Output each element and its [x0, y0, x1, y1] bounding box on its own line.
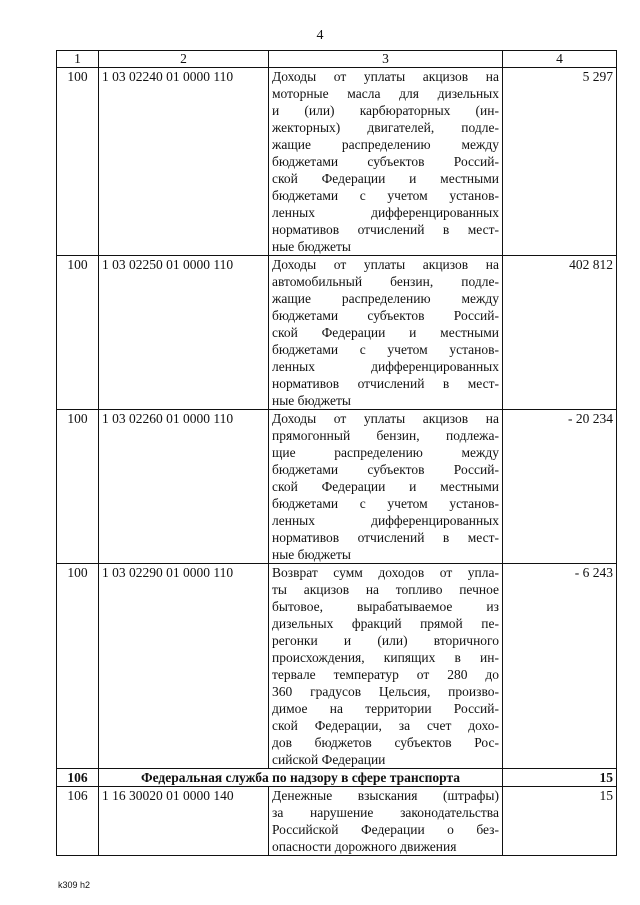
section-title: Федеральная служба по надзору в сфере транспорта: [99, 769, 503, 787]
description-line: регонки и (или) вторичного: [272, 633, 499, 648]
revenue-description: [269, 564, 503, 769]
table-row: [57, 256, 617, 410]
description-line: бытовое, вырабатываемое из: [272, 599, 499, 614]
description-line: происхождения, кипящих в ин-: [272, 650, 499, 665]
column-header-1: 1: [57, 51, 99, 68]
description-line: 360 градусов Цельсия, произво-: [272, 684, 499, 699]
table-row: [57, 410, 617, 564]
column-header-3: 3: [269, 51, 503, 68]
revenue-description: [269, 256, 503, 410]
description-line: ленных дифференцированных: [272, 513, 499, 528]
revenue-table: [56, 50, 617, 856]
description-line: бюджетами субъектов Россий-: [272, 154, 499, 169]
administrator-code: 100: [57, 68, 99, 256]
description-line: ской Федерации и местными: [272, 479, 499, 494]
revenue-description: [269, 787, 503, 856]
description-line: ные бюджеты: [272, 239, 351, 254]
administrator-code: 100: [57, 410, 99, 564]
description-line: ской Федерации, за счет дохо-: [272, 718, 499, 733]
description-line: и (или) карбюраторных (ин-: [272, 103, 499, 118]
description-line: Возврат сумм доходов от упла-: [272, 565, 499, 580]
description-line: тервале температур от 280 до: [272, 667, 499, 682]
description-line: сийской Федерации: [272, 752, 386, 767]
description-line: нормативов отчислений в мест-: [272, 530, 499, 545]
description-line: димое на территории Россий-: [272, 701, 499, 716]
description-line: дизельных фракций прямой пе-: [272, 616, 499, 631]
description-line: жащие распределению между: [272, 137, 499, 152]
amount-value: 15: [503, 787, 617, 856]
description-line: прямогонный бензин, подлежа-: [272, 428, 499, 443]
budget-classification-code: 1 03 02240 01 0000 110: [99, 68, 269, 256]
description-line: бюджетами субъектов Россий-: [272, 308, 499, 323]
description-line: ской Федерации и местными: [272, 171, 499, 186]
section-amount: 15: [503, 769, 617, 787]
amount-value: - 20 234: [503, 410, 617, 564]
description-line: жекторных) двигателей, подле-: [272, 120, 499, 135]
footer-code: k309 h2: [58, 880, 91, 890]
administrator-code: 100: [57, 256, 99, 410]
description-line: Российской Федерации о без-: [272, 822, 499, 837]
description-line: бюджетами с учетом установ-: [272, 342, 499, 357]
column-header-4: 4: [503, 51, 617, 68]
description-line: опасности дорожного движения: [272, 839, 457, 854]
revenue-description: [269, 68, 503, 256]
description-line: бюджетами субъектов Россий-: [272, 462, 499, 477]
description-line: ской Федерации и местными: [272, 325, 499, 340]
description-line: нормативов отчислений в мест-: [272, 222, 499, 237]
description-line: нормативов отчислений в мест-: [272, 376, 499, 391]
amount-value: 402 812: [503, 256, 617, 410]
description-line: жащие распределению между: [272, 291, 499, 306]
description-line: бюджетами с учетом установ-: [272, 496, 499, 511]
section-row: [57, 769, 617, 787]
description-line: ленных дифференцированных: [272, 205, 499, 220]
page-number: 4: [316, 28, 324, 43]
administrator-code: 106: [57, 787, 99, 856]
table-row: [57, 68, 617, 256]
administrator-code: 100: [57, 564, 99, 769]
description-line: Денежные взыскания (штрафы): [272, 788, 499, 803]
budget-classification-code: 1 03 02290 01 0000 110: [99, 564, 269, 769]
budget-classification-code: 1 03 02260 01 0000 110: [99, 410, 269, 564]
description-line: автомобильный бензин, подле-: [272, 274, 499, 289]
description-line: ленных дифференцированных: [272, 359, 499, 374]
description-line: щие распределению между: [272, 445, 499, 460]
description-line: Доходы от уплаты акцизов на: [272, 411, 499, 426]
description-line: ные бюджеты: [272, 393, 351, 408]
table-header-row: [57, 51, 617, 68]
column-header-2: 2: [99, 51, 269, 68]
budget-classification-code: 1 16 30020 01 0000 140: [99, 787, 269, 856]
section-administrator-code: 106: [57, 769, 99, 787]
description-line: Доходы от уплаты акцизов на: [272, 257, 499, 272]
description-line: ты акцизов на топливо печное: [272, 582, 499, 597]
description-line: бюджетами с учетом установ-: [272, 188, 499, 203]
description-line: ные бюджеты: [272, 547, 351, 562]
description-line: моторные масла для дизельных: [272, 86, 499, 101]
description-line: за нарушение законодательства: [272, 805, 499, 820]
table-row: [57, 787, 617, 856]
budget-classification-code: 1 03 02250 01 0000 110: [99, 256, 269, 410]
amount-value: - 6 243: [503, 564, 617, 769]
table-row: [57, 564, 617, 769]
revenue-description: [269, 410, 503, 564]
description-line: дов бюджетов субъектов Рос-: [272, 735, 499, 750]
amount-value: 5 297: [503, 68, 617, 256]
description-line: Доходы от уплаты акцизов на: [272, 69, 499, 84]
